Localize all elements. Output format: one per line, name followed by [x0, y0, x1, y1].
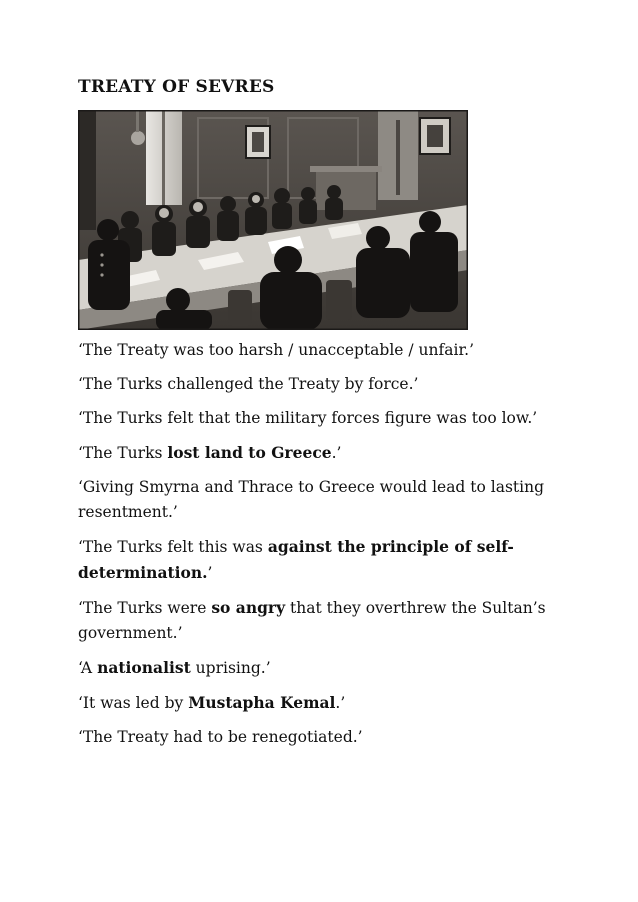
- quote-line: [78, 655, 558, 681]
- quote-text: ‘The Treaty had to be renegotiated.’: [78, 728, 363, 746]
- quote-text: uprising.’: [190, 659, 271, 677]
- quote-line: [78, 440, 558, 466]
- quote-text: ‘The Turks challenged the Treaty by force.’: [78, 375, 419, 393]
- quote-emphasis: Mustapha Kemal: [188, 693, 336, 712]
- quote-emphasis: lost land to Greece: [167, 443, 332, 462]
- quote-emphasis: nationalist: [97, 658, 191, 677]
- quote-text: ‘The Turks felt this was: [78, 538, 268, 556]
- quote-line: [78, 372, 558, 397]
- quote-line: [78, 690, 558, 716]
- quote-text: ‘The Turks felt that the military forces figure was too low.’: [78, 409, 538, 427]
- quote-text: ‘The Turks were: [78, 599, 212, 617]
- page-title: TREATY OF SEVRES: [78, 77, 275, 97]
- quote-text: that they overthrew the Sultan’s government.’: [78, 599, 546, 642]
- quote-line: [78, 725, 558, 750]
- quote-list: [78, 338, 558, 759]
- quote-text: .’: [331, 444, 342, 462]
- quote-text: ‘The Treaty was too harsh / unacceptable / unfair.’: [78, 341, 474, 359]
- quote-text: ‘Giving Smyrna and Thrace to Greece would lead to lasting resentment.’: [78, 478, 545, 521]
- quote-line: [78, 534, 558, 586]
- quote-emphasis: so angry: [211, 598, 286, 617]
- treaty-photograph: [78, 110, 468, 330]
- quote-text: ’: [207, 564, 213, 582]
- quote-text: ‘It was led by: [78, 694, 189, 712]
- quote-line: [78, 406, 558, 431]
- quote-text: .’: [335, 694, 346, 712]
- quote-text: ‘The Turks: [78, 444, 168, 462]
- quote-line: [78, 338, 558, 363]
- quote-text: ‘A: [78, 659, 98, 677]
- quote-line: [78, 475, 558, 525]
- quote-emphasis: against the principle of self-determination.: [78, 537, 514, 582]
- quote-line: [78, 595, 558, 646]
